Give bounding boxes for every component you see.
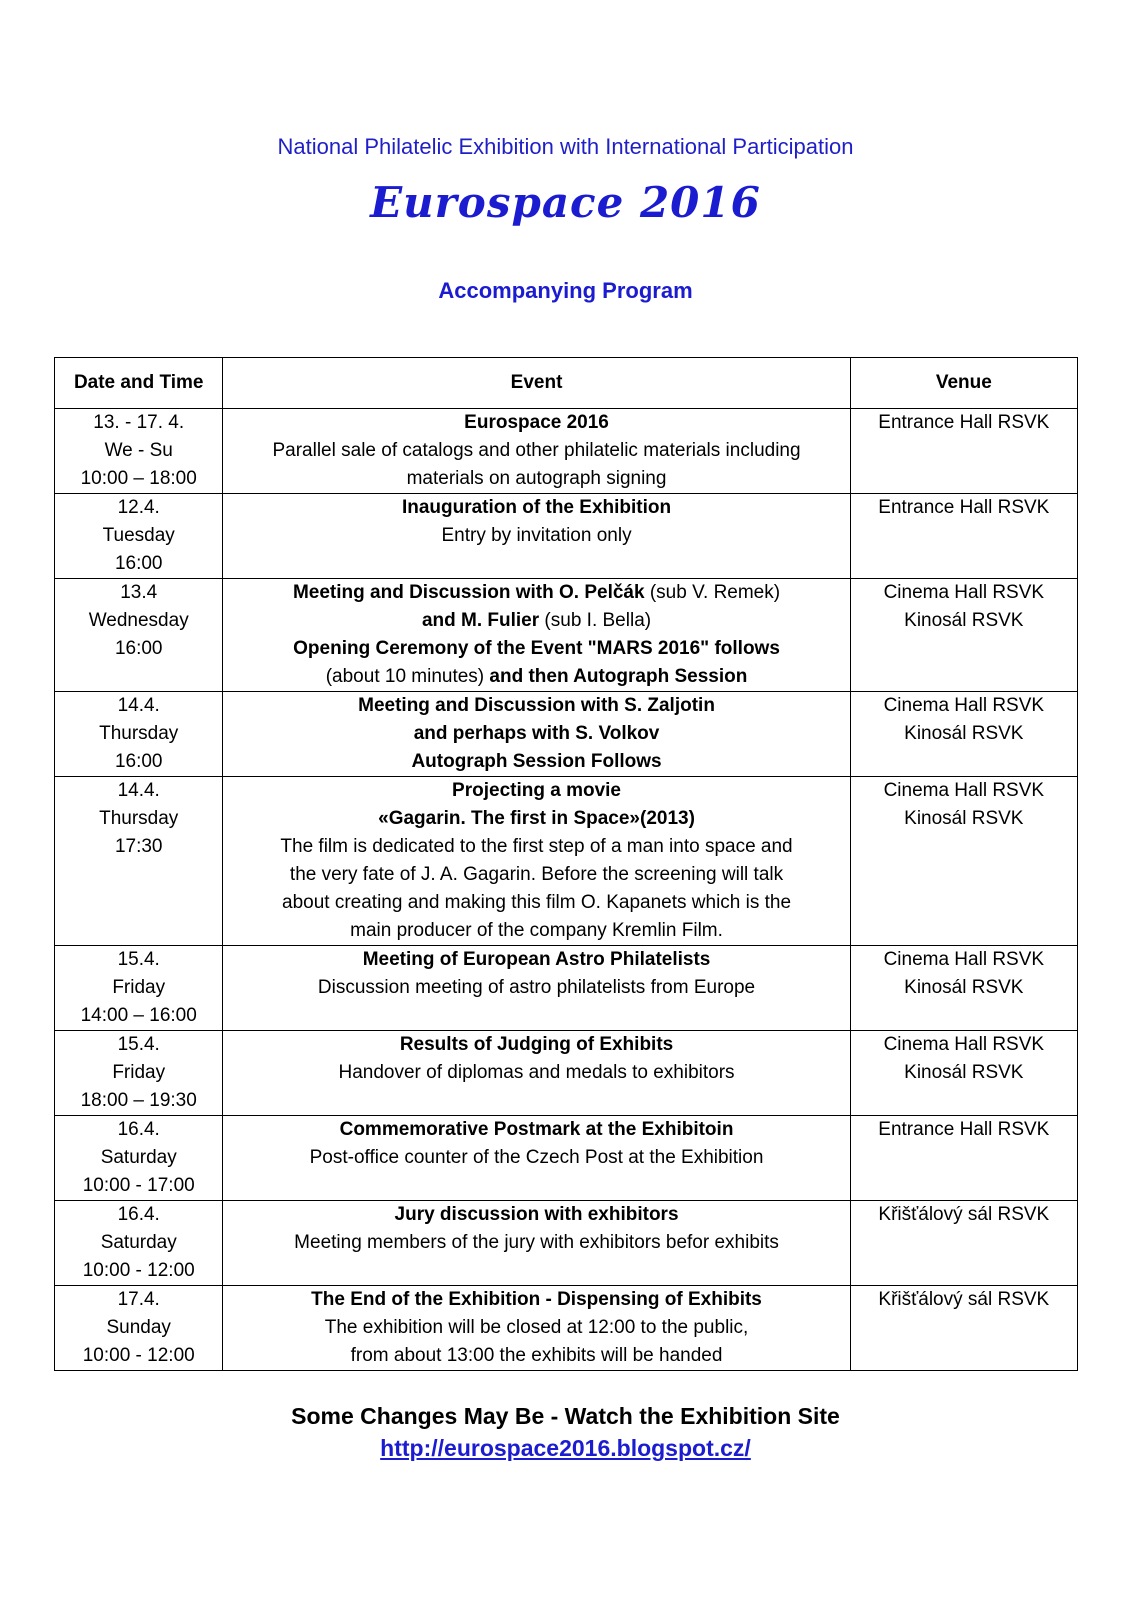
venue-cell: [850, 409, 1077, 494]
date-line: 16.4.: [117, 1119, 160, 1140]
event-text: materials on autograph signing: [406, 468, 667, 489]
event-line: [229, 833, 843, 861]
event-text: (sub I. Bella): [539, 610, 652, 631]
venue-cell: [850, 777, 1077, 946]
date-line: 16:00: [114, 638, 163, 659]
venue-line: Entrance Hall RSVK: [878, 1119, 1050, 1140]
event-line: [229, 692, 843, 720]
date-line: 10:00 – 18:00: [80, 468, 197, 489]
event-text: Parallel sale of catalogs and other philatelic materials including: [272, 440, 801, 461]
date-line: 16.4.: [117, 1204, 160, 1225]
footer: [0, 1400, 1131, 1464]
event-line: [229, 522, 843, 550]
date-line: 13.4: [120, 582, 158, 603]
exhibition-subtitle: National Philatelic Exhibition with International Participation: [277, 134, 854, 159]
event-line: [229, 635, 843, 663]
venue-cell: [850, 1286, 1077, 1371]
header-venue: Venue: [850, 358, 1077, 409]
date-line: We - Su: [104, 440, 173, 461]
venue-line: Cinema Hall RSVK: [883, 695, 1045, 716]
venue-line: Křišťálový sál RSVK: [878, 1204, 1050, 1225]
event-line: [229, 748, 843, 776]
event-line: [229, 917, 843, 945]
event-text: (about 10 minutes): [325, 666, 485, 687]
event-text: Eurospace 2016: [464, 412, 609, 433]
event-text: and M. Fulier: [421, 610, 540, 631]
date-line: Wednesday: [88, 610, 189, 631]
date-line: 17.4.: [117, 1289, 160, 1310]
event-text: from about 13:00 the exhibits will be handed: [350, 1345, 723, 1366]
event-text: Commemorative Postmark at the Exhibitoin: [339, 1119, 734, 1140]
date-line: 10:00 - 17:00: [82, 1175, 195, 1196]
event-text: Handover of diplomas and medals to exhibitors: [338, 1062, 735, 1083]
date-line: Thursday: [99, 723, 179, 744]
event-text: «Gagarin. The first in Space»(2013): [378, 808, 695, 829]
venue-line: Kinosál RSVK: [904, 610, 1024, 631]
date-line: 17:30: [114, 836, 163, 857]
venue-line: Kinosál RSVK: [904, 1062, 1024, 1083]
date-line: 10:00 - 12:00: [82, 1345, 195, 1366]
event-line: [229, 494, 843, 522]
event-cell: [223, 692, 850, 777]
date-line: 14.4.: [117, 695, 160, 716]
event-text: Discussion meeting of astro philatelists from Europe: [317, 977, 756, 998]
venue-cell: [850, 946, 1077, 1031]
event-text: Autograph Session Follows: [411, 751, 662, 772]
event-cell: [223, 1031, 850, 1116]
venue-cell: [850, 579, 1077, 692]
event-text: Meeting and Discussion with O. Pelčák: [292, 582, 645, 603]
header-event: Event: [223, 358, 850, 409]
date-line: Tuesday: [102, 525, 175, 546]
event-line: [229, 1116, 843, 1144]
date-line: Thursday: [99, 808, 179, 829]
date-cell: [55, 1116, 223, 1201]
event-text: The End of the Exhibition - Dispensing of Exhibits: [311, 1289, 762, 1310]
event-cell: [223, 1116, 850, 1201]
date-line: 15.4.: [117, 1034, 160, 1055]
date-line: 15.4.: [117, 949, 160, 970]
table-row: [55, 1201, 1078, 1286]
event-text: Meeting of European Astro Philatelists: [362, 949, 711, 970]
event-text: Projecting a movie: [452, 780, 621, 801]
table-header-row: [55, 358, 1078, 409]
venue-line: Cinema Hall RSVK: [883, 949, 1045, 970]
date-line: 14:00 – 16:00: [80, 1005, 197, 1026]
event-line: [229, 861, 843, 889]
event-text: Opening Ceremony of the Event "MARS 2016" follows: [293, 638, 780, 659]
venue-line: Kinosál RSVK: [904, 808, 1024, 829]
venue-line: Kinosál RSVK: [904, 723, 1024, 744]
schedule-table: [54, 357, 1078, 1371]
event-text: Inauguration of the Exhibition: [401, 497, 672, 518]
table-row: [55, 494, 1078, 579]
venue-line: Kinosál RSVK: [904, 977, 1024, 998]
date-line: 13. - 17. 4.: [93, 412, 185, 433]
date-line: Friday: [112, 977, 166, 998]
event-text: Jury discussion with exhibitors: [394, 1204, 679, 1225]
event-cell: [223, 1201, 850, 1286]
venue-cell: [850, 1116, 1077, 1201]
event-line: [229, 1144, 843, 1172]
venue-cell: [850, 692, 1077, 777]
event-text: Results of Judging of Exhibits: [399, 1034, 674, 1055]
event-line: [229, 720, 843, 748]
event-cell: [223, 409, 850, 494]
date-cell: [55, 1201, 223, 1286]
venue-line: Křišťálový sál RSVK: [878, 1289, 1050, 1310]
event-line: [229, 946, 843, 974]
date-line: Friday: [112, 1062, 166, 1083]
venue-line: Cinema Hall RSVK: [883, 780, 1045, 801]
event-line: [229, 1342, 843, 1370]
event-line: [229, 465, 843, 493]
event-text: about creating and making this film O. Kapanets which is the: [282, 892, 792, 913]
schedule-body: [55, 409, 1078, 1371]
venue-cell: [850, 1201, 1077, 1286]
program-heading: Accompanying Program: [438, 278, 693, 303]
page-title: Eurospace 2016: [370, 178, 761, 227]
date-cell: [55, 1031, 223, 1116]
event-line: [229, 1314, 843, 1342]
venue-line: Entrance Hall RSVK: [878, 412, 1050, 433]
event-text: (sub V. Remek): [644, 582, 781, 603]
venue-line: Entrance Hall RSVK: [878, 497, 1050, 518]
event-line: [229, 607, 843, 635]
date-line: Sunday: [106, 1317, 171, 1338]
event-line: [229, 409, 843, 437]
date-cell: [55, 409, 223, 494]
venue-line: Cinema Hall RSVK: [883, 1034, 1045, 1055]
table-row: [55, 1286, 1078, 1371]
event-text: and then Autograph Session: [484, 666, 748, 687]
table-row: [55, 579, 1078, 692]
date-cell: [55, 1286, 223, 1371]
event-line: [229, 437, 843, 465]
venue-cell: [850, 494, 1077, 579]
date-line: Saturday: [100, 1232, 177, 1253]
event-line: [229, 1286, 843, 1314]
table-row: [55, 777, 1078, 946]
event-line: [229, 1031, 843, 1059]
event-text: Meeting members of the jury with exhibitors befor exhibits: [294, 1232, 779, 1253]
date-line: 18:00 – 19:30: [80, 1090, 197, 1111]
event-cell: [223, 946, 850, 1031]
table-row: [55, 692, 1078, 777]
event-line: [229, 1059, 843, 1087]
event-line: [229, 1229, 843, 1257]
date-cell: [55, 494, 223, 579]
date-line: 12.4.: [117, 497, 160, 518]
date-cell: [55, 777, 223, 946]
event-text: Meeting and Discussion with S. Zaljotin: [358, 695, 715, 716]
event-line: [229, 805, 843, 833]
date-line: Saturday: [100, 1147, 177, 1168]
event-text: Entry by invitation only: [441, 525, 632, 546]
event-text: The film is dedicated to the first step of a man into space and: [280, 836, 793, 857]
exhibition-site-link[interactable]: http://eurospace2016.blogspot.cz/: [380, 1435, 751, 1461]
date-line: 14.4.: [117, 780, 160, 801]
event-cell: [223, 777, 850, 946]
event-line: [229, 663, 843, 691]
table-row: [55, 1031, 1078, 1116]
date-cell: [55, 579, 223, 692]
table-row: [55, 409, 1078, 494]
table-row: [55, 1116, 1078, 1201]
event-cell: [223, 579, 850, 692]
event-line: [229, 974, 843, 1002]
changes-notice: Some Changes May Be - Watch the Exhibition Site: [291, 1403, 840, 1429]
event-text: Post-office counter of the Czech Post at the Exhibition: [309, 1147, 764, 1168]
event-line: [229, 889, 843, 917]
table-row: [55, 946, 1078, 1031]
date-line: 16:00: [114, 751, 163, 772]
event-text: main producer of the company Kremlin Film.: [350, 920, 723, 941]
date-line: 16:00: [114, 553, 163, 574]
venue-cell: [850, 1031, 1077, 1116]
event-cell: [223, 494, 850, 579]
event-line: [229, 1201, 843, 1229]
event-text: and perhaps with S. Volkov: [413, 723, 660, 744]
header-date: Date and Time: [55, 358, 223, 409]
date-cell: [55, 946, 223, 1031]
event-line: [229, 579, 843, 607]
venue-line: Cinema Hall RSVK: [883, 582, 1045, 603]
event-line: [229, 777, 843, 805]
date-line: 10:00 - 12:00: [82, 1260, 195, 1281]
event-text: the very fate of J. A. Gagarin. Before the screening will talk: [289, 864, 784, 885]
event-cell: [223, 1286, 850, 1371]
date-cell: [55, 692, 223, 777]
event-text: The exhibition will be closed at 12:00 to the public,: [324, 1317, 749, 1338]
